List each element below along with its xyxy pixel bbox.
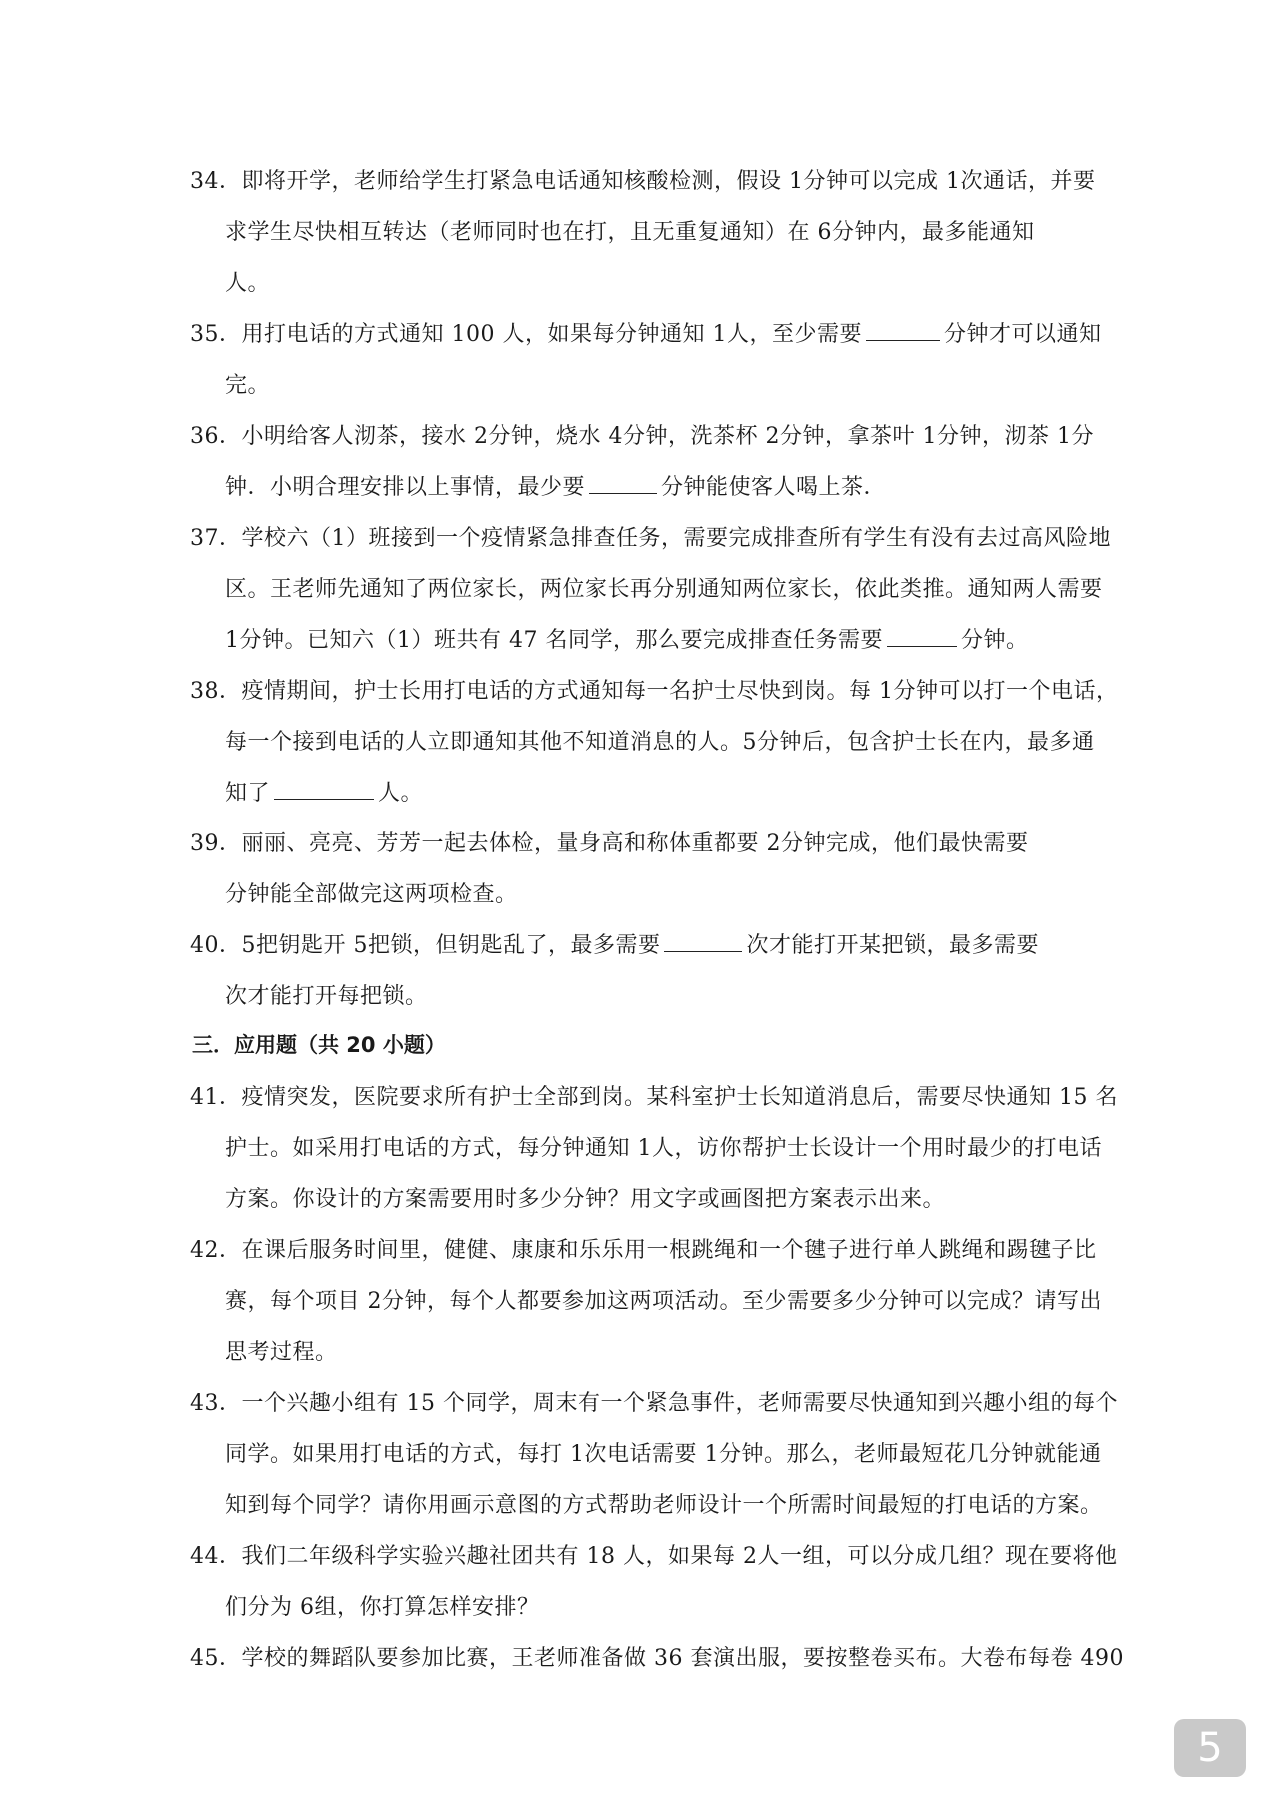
q35-text-a: 35．用打电话的方式通知 100 人，如果每分钟通知 1人，至少需要 (190, 322, 862, 347)
q38-line-2: 每一个接到电话的人立即通知其他不知道消息的人。5分钟后，包含护士长在内，最多通 (225, 730, 1095, 755)
q36-text-a: 钟．小明合理安排以上事情，最少要 (225, 475, 586, 500)
q45-line-1: 45．学校的舞蹈队要参加比赛，王老师准备做 36 套演出服，要按整卷买布。大卷布每卷 490 (190, 1646, 1124, 1671)
q41-line-2: 护士。如采用打电话的方式，每分钟通知 1人，访你帮护士长设计一个用时最少的打电话 (225, 1136, 1102, 1161)
q37-line-3 (225, 615, 1100, 666)
answer-blank (664, 929, 742, 952)
question-35 (192, 309, 1100, 411)
q34-line-1: 34．即将开学，老师给学生打紧急电话通知核酸检测，假设 1分钟可以完成 1次通话，并要 (190, 169, 1096, 194)
question-36 (192, 411, 1100, 513)
question-38 (190, 666, 1119, 819)
q37-text-b: 分钟。 (960, 628, 1029, 653)
q36-line-1: 36．小明给客人沏茶，接水 2分钟，烧水 4分钟，洗茶杯 2分钟，拿茶叶 1分钟，沏茶 1分 (190, 424, 1094, 449)
answer-blank (274, 777, 374, 800)
q40-text-b: 次才能打开某把锁，最多需要 (746, 933, 1039, 958)
q34-line-2: 求学生尽快相互转达（老师同时也在打，且无重复通知）在 6分钟内，最多能通知 (225, 220, 1035, 245)
q34-line-3: 人。 (225, 271, 271, 296)
q38-text-b: 人。 (378, 781, 424, 806)
q38-text-a: 知了 (225, 781, 271, 806)
question-45 (190, 1633, 1124, 1684)
question-43 (190, 1378, 1118, 1531)
q35-text-b: 分钟才可以通知 (943, 322, 1102, 347)
answer-blank (887, 624, 957, 647)
q35-line-1 (190, 309, 1100, 360)
q38-line-3 (225, 768, 1100, 819)
q44-line-2: 们分为 6组，你打算怎样安排？ (225, 1595, 540, 1620)
q36-text-b: 分钟能使客人喝上茶． (661, 475, 887, 500)
q37-line-1: 37．学校六（1）班接到一个疫情紧急排查任务，需要完成排查所有学生有没有去过高风险地 (190, 526, 1111, 551)
answer-blank (866, 318, 940, 341)
q39-line-1: 39．丽丽、亮亮、芳芳一起去体检，量身高和称体重都要 2分钟完成，他们最快需要 (190, 831, 1029, 856)
q42-line-2: 赛，每个项目 2分钟，每个人都要参加这两项活动。至少需要多少分钟可以完成？请写出 (225, 1289, 1102, 1314)
question-42 (192, 1225, 1100, 1378)
q37-line-2: 区。王老师先通知了两位家长，两位家长再分别通知两位家长，依此类推。通知两人需要 (225, 577, 1103, 602)
question-40 (192, 920, 1100, 1022)
q40-text-a: 40．5把钥匙开 5把锁，但钥匙乱了，最多需要 (190, 933, 661, 958)
question-39 (192, 818, 1100, 920)
q41-line-1: 41．疫情突发，医院要求所有护士全部到岗。某科室护士长知道消息后，需要尽快通知 15 名 (190, 1085, 1118, 1110)
q40-line-2: 次才能打开每把锁。 (225, 984, 428, 1009)
question-41 (190, 1072, 1118, 1225)
q43-line-1: 43．一个兴趣小组有 15 个同学，周末有一个紧急事件，老师需要尽快通知到兴趣小组的每个 (190, 1391, 1118, 1416)
page-number-badge: 5 (1174, 1719, 1246, 1777)
question-37 (190, 513, 1111, 666)
answer-blank (589, 471, 657, 494)
q36-line-2 (225, 462, 1100, 513)
q37-text-a: 1分钟。已知六（1）班共有 47 名同学，那么要完成排查任务需要 (225, 628, 883, 653)
q41-line-3: 方案。你设计的方案需要用时多少分钟？用文字或画图把方案表示出来。 (225, 1187, 946, 1212)
q44-line-1: 44．我们二年级科学实验兴趣社团共有 18 人，如果每 2人一组，可以分成几组？现在要将他 (190, 1544, 1118, 1569)
q40-line-1 (190, 920, 1100, 971)
q43-line-3: 知到每个同学？请你用画示意图的方式帮助老师设计一个所需时间最短的打电话的方案。 (225, 1493, 1103, 1518)
q35-line-2: 完。 (225, 373, 271, 398)
section-title: 三．应用题（共 20 小题） (192, 1033, 446, 1057)
q38-line-1: 38．疫情期间，护士长用打电话的方式通知每一名护士尽快到岗。每 1分钟可以打一个电话， (190, 679, 1119, 704)
question-34 (192, 156, 1100, 309)
question-44 (190, 1531, 1118, 1633)
q39-line-2: 分钟能全部做完这两项检查。 (225, 882, 518, 907)
q42-line-3: 思考过程。 (225, 1340, 338, 1365)
q43-line-2: 同学。如果用打电话的方式，每打 1次电话需要 1分钟。那么，老师最短花几分钟就能通 (225, 1442, 1102, 1467)
q42-line-1: 42．在课后服务时间里，健健、康康和乐乐用一根跳绳和一个毽子进行单人跳绳和踢毽子比 (190, 1238, 1097, 1263)
